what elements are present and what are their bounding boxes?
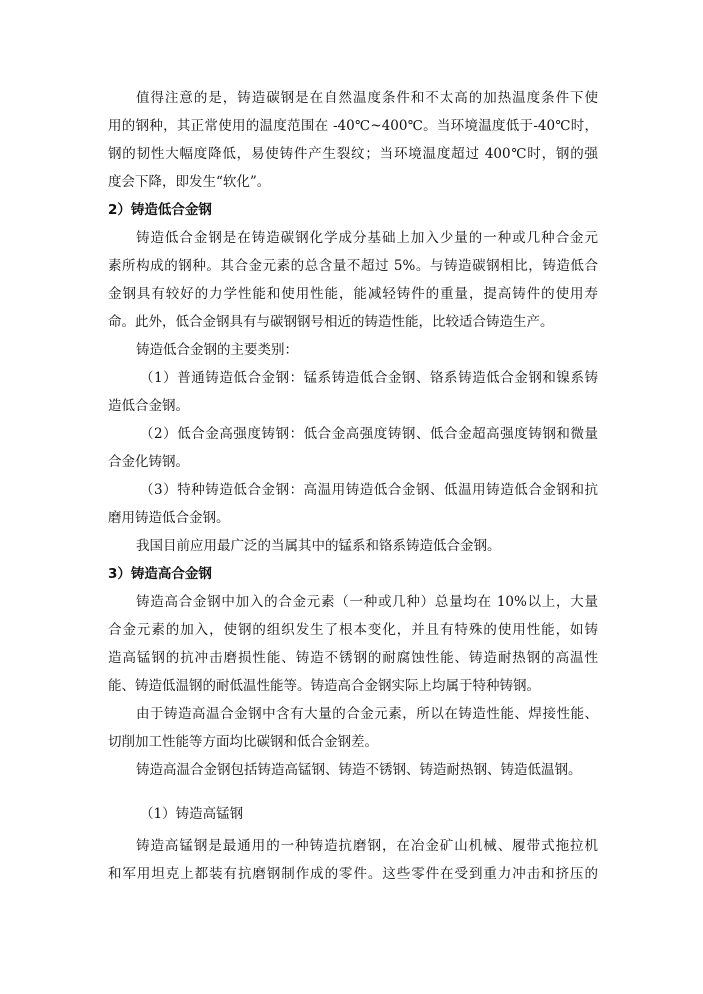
list-item-1-line-2: 造低合金钢。 xyxy=(108,398,189,414)
paragraph-1-line-1: 值得注意的是，铸造碳钢是在自然温度条件和不太高的加热温度条件下使 xyxy=(136,90,598,106)
paragraph-6-line-1: 由于铸造高温合金钢中含有大量的合金元素，所以在铸造性能、焊接性能、 xyxy=(136,706,598,722)
paragraph-8-line-2: 和军用坦克上都装有抗磨钢制作成的零件。这些零件在受到重力冲击和挤压的 xyxy=(108,866,598,882)
paragraph-8-line-1: 铸造高锰钢是最通用的一种铸造抗磨钢，在冶金矿山机械、履带式拖拉机 xyxy=(136,838,598,854)
paragraph-5-line-1: 铸造高合金钢中加入的合金元素（一种或几种）总量均在 10%以上，大量 xyxy=(136,594,598,610)
list-item-2-line-1: （2）低合金高强度铸钢：低合金高强度铸钢、低合金超高强度铸钢和微量 xyxy=(140,426,598,442)
paragraph-4: 我国目前应用最广泛的当属其中的锰系和铬系铸造低合金钢。 xyxy=(136,538,501,554)
list-item-2-line-2: 合金化铸钢。 xyxy=(108,454,189,470)
paragraph-2-line-2: 素所构成的钢种。其合金元素的总含量不超过 5%。与铸造碳钢相比，铸造低合 xyxy=(108,258,598,274)
paragraph-1-line-4: 度会下降，即发生“软化”。 xyxy=(108,174,271,190)
paragraph-1-line-3: 钢的韧性大幅度降低，易使铸件产生裂纹；当环境温度超过 400℃时，钢的强 xyxy=(108,146,598,162)
paragraph-3: 铸造低合金钢的主要类别： xyxy=(136,342,298,358)
paragraph-5-line-2: 合金元素的加入，使钢的组织发生了根本变化，并且有特殊的使用性能，如铸 xyxy=(108,622,598,638)
paragraph-6-line-2: 切削加工性能等方面均比碳钢和低合金钢差。 xyxy=(108,734,378,750)
section-heading-2: 2）铸造低合金钢 xyxy=(108,202,212,218)
subsection-heading-1: （1）铸造高锰钢 xyxy=(140,806,244,822)
paragraph-2-line-4: 命。此外，低合金钢具有与碳钢钢号相近的铸造性能，比较适合铸造生产。 xyxy=(108,314,554,330)
list-item-3-line-1: （3）特种铸造低合金钢：高温用铸造低合金钢、低温用铸造低合金钢和抗 xyxy=(140,482,598,498)
list-item-1-line-1: （1）普通铸造低合金钢：锰系铸造低合金钢、铬系铸造低合金钢和镍系铸 xyxy=(140,370,598,386)
paragraph-5-line-3: 造高锰钢的抗冲击磨损性能、铸造不锈钢的耐腐蚀性能、铸造耐热钢的高温性 xyxy=(108,650,598,666)
paragraph-2-line-3: 金钢具有较好的力学性能和使用性能，能减轻铸件的重量，提高铸件的使用寿 xyxy=(108,286,598,302)
paragraph-2-line-1: 铸造低合金钢是在铸造碳钢化学成分基础上加入少量的一种或几种合金元 xyxy=(136,230,598,246)
paragraph-5-line-4: 能、铸造低温钢的耐低温性能等。铸造高合金钢实际上均属于特种铸钢。 xyxy=(108,678,540,694)
paragraph-7: 铸造高温合金钢包括铸造高锰钢、铸造不锈钢、铸造耐热钢、铸造低温钢。 xyxy=(136,762,582,778)
section-heading-3: 3）铸造高合金钢 xyxy=(108,566,212,582)
list-item-3-line-2: 磨用铸造低合金钢。 xyxy=(108,510,230,526)
paragraph-1-line-2: 用的钢种，其正常使用的温度范围在 -40℃~400℃。当环境温度低于-40℃时， xyxy=(108,118,598,134)
